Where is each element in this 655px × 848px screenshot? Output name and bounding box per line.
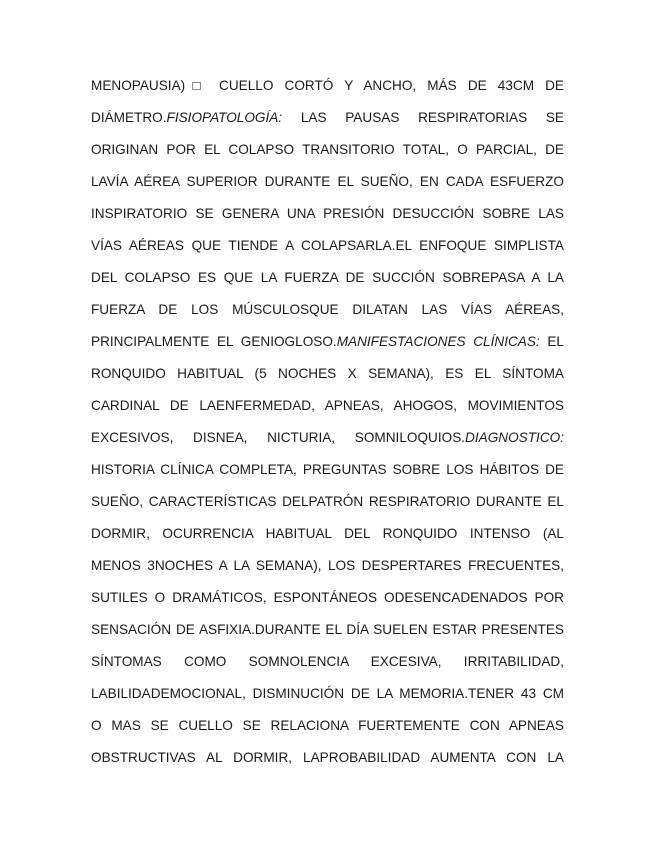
text-segment: MENOS 3NOCHES A LA SEMANA), LOS DESPERTARES FRECUENTES, [91, 558, 564, 573]
text-line [91, 230, 564, 262]
text-segment: SENSACIÓN DE ASFIXIA.DURANTE EL DÍA SUELEN ESTAR PRESENTES [91, 622, 564, 637]
text-segment: VÍAS AÉREAS QUE TIENDE A COLAPSARLA.EL ENFOQUE SIMPLISTA [91, 238, 564, 253]
text-segment: O MAS SE CUELLO SE RELACIONA FUERTEMENTE CON APNEAS [91, 718, 564, 733]
text-line [91, 262, 564, 294]
text-line [91, 70, 564, 102]
text-segment: INSPIRATORIO SE GENERA UNA PRESIÓN DESUCCIÓN SOBRE LAS [91, 206, 564, 221]
text-segment: OBSTRUCTIVAS AL DORMIR, LAPROBABILIDAD AUMENTA CON LA [91, 750, 564, 765]
text-line [91, 454, 564, 486]
text-line [91, 294, 564, 326]
text-line [91, 582, 564, 614]
body-text [91, 70, 564, 774]
text-line [91, 550, 564, 582]
text-segment: RONQUIDO HABITUAL (5 NOCHES X SEMANA), ES EL SÍNTOMA [91, 366, 564, 381]
text-line [91, 742, 564, 774]
text-line [91, 486, 564, 518]
text-line [91, 422, 564, 454]
text-segment: PRINCIPALMENTE EL GENIOGLOSO. [91, 334, 337, 349]
text-line [91, 166, 564, 198]
text-segment: EXCESIVOS, DISNEA, NICTURIA, SOMNILOQUIOS. [91, 430, 466, 445]
text-segment: ORIGINAN POR EL COLAPSO TRANSITORIO TOTAL, O PARCIAL, DE [91, 142, 564, 157]
text-line [91, 710, 564, 742]
text-segment: MENOPAUSIA)□ CUELLO CORTÓ Y ANCHO, MÁS DE 43CM DE [91, 78, 564, 93]
italic-heading: MANIFESTACIONES CLÍNICAS: [336, 334, 540, 349]
text-segment: SUEÑO, CARACTERÍSTICAS DELPATRÓN RESPIRATORIO DURANTE EL [91, 494, 564, 509]
text-segment: LAVÍA AÉREA SUPERIOR DURANTE EL SUEÑO, EN CADA ESFUERZO [91, 174, 564, 189]
text-line [91, 102, 564, 134]
text-line [91, 358, 564, 390]
text-line [91, 134, 564, 166]
italic-heading: DIAGNOSTICO: [465, 430, 564, 445]
text-line [91, 390, 564, 422]
text-segment: DIÁMETRO. [91, 110, 167, 125]
text-segment: DORMIR, OCURRENCIA HABITUAL DEL RONQUIDO INTENSO (AL [91, 526, 564, 541]
text-segment: SUTILES O DRAMÁTICOS, ESPONTÁNEOS ODESENCADENADOS POR [91, 590, 564, 605]
text-segment: FUERZA DE LOS MÚSCULOSQUE DILATAN LAS VÍAS AÉREAS, [91, 302, 564, 317]
text-segment: EL [539, 334, 564, 349]
text-segment: SÍNTOMAS COMO SOMNOLENCIA EXCESIVA, IRRITABILIDAD, [91, 654, 564, 669]
text-segment: HISTORIA CLÍNICA COMPLETA, PREGUNTAS SOBRE LOS HÁBITOS DE [91, 462, 564, 477]
text-segment: DEL COLAPSO ES QUE LA FUERZA DE SUCCIÓN SOBREPASA A LA [91, 270, 564, 285]
text-line [91, 198, 564, 230]
text-line [91, 326, 564, 358]
text-line [91, 678, 564, 710]
text-line [91, 614, 564, 646]
text-segment: LAS PAUSAS RESPIRATORIAS SE [282, 110, 564, 125]
text-line [91, 518, 564, 550]
text-line [91, 646, 564, 678]
text-segment: CARDINAL DE LAENFERMEDAD, APNEAS, AHOGOS, MOVIMIENTOS [91, 398, 564, 413]
italic-heading: FISIOPATOLOGÍA: [166, 110, 283, 125]
text-segment: LABILIDADEMOCIONAL, DISMINUCIÓN DE LA MEMORIA.TENER 43 CM [91, 686, 564, 701]
